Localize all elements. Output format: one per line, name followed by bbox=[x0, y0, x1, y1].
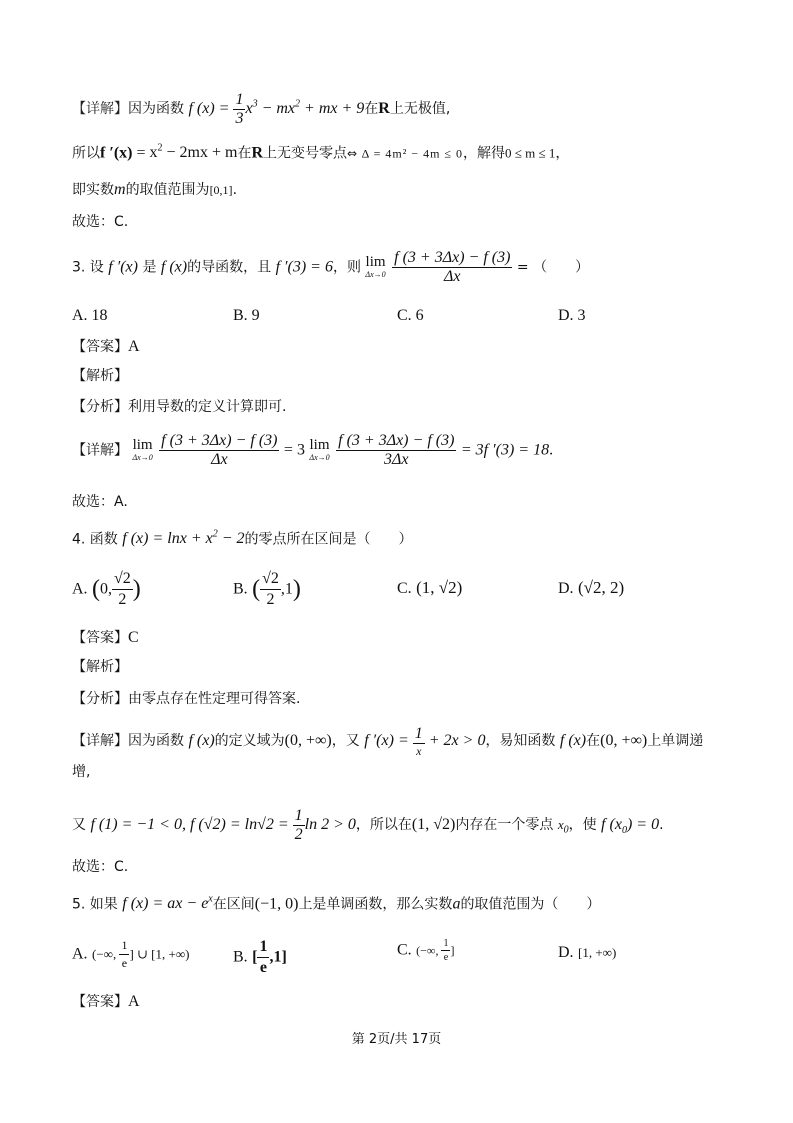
q3-final-answer: 故选：A. bbox=[72, 494, 128, 510]
q4-analysis-tag: 【解析】 bbox=[72, 659, 128, 675]
q4-option-c[interactable]: C. (1, √2) bbox=[397, 578, 463, 597]
q3-analysis-tag: 【解析】 bbox=[72, 368, 128, 384]
q3-option-a[interactable]: A. 18 bbox=[72, 307, 108, 324]
q3-detail: 【详解】 lim Δx→0 $\frac{f (3 + 3\Delta x) - f (3)}{\Delta x}$ = 3 lim Δx→0 $\frac{f (3 + 3\Delta x) - f (3)}{3\Delta x}$ = 3f ′(3) = 18. bbox=[72, 432, 554, 468]
q4-answer: 【答案】C bbox=[72, 629, 139, 646]
q3-fenxi: 【分析】利用导数的定义计算即可. bbox=[72, 399, 287, 415]
q4-option-b[interactable]: B. ( $\frac{√2}{2}$ ,1) bbox=[233, 570, 301, 608]
q5-option-b[interactable]: B. [ $\frac{1}{e}$ ,1] bbox=[233, 938, 287, 976]
q4-option-d[interactable]: D. (√2, 2) bbox=[558, 578, 625, 597]
q5-answer: 【答案】A bbox=[72, 993, 140, 1010]
q3-answer: 【答案】A bbox=[72, 338, 140, 355]
q4-detail-line1: 【详解】因为函数 f (x)的定义域为(0, +∞)，又 f ′(x) = $\frac{1}{x}$ + 2x > 0，易知函数 f (x)在(0, +∞)上单调递 bbox=[72, 725, 704, 758]
derivative-expr: f $'(x) = x^2 - 2mx + m$ bbox=[100, 143, 238, 162]
q2-final-answer: 故选：C. bbox=[72, 214, 129, 230]
q4-stem: 4. 函数 f $(x) = \ln x + x^2 - 2$的零点所在区间是（ ） bbox=[72, 529, 413, 548]
q3-option-c[interactable]: C. 6 bbox=[397, 307, 424, 324]
q3-option-d[interactable]: D. 3 bbox=[558, 307, 586, 324]
q2-detail-line3: 即实数m的取值范围为[0,1]. bbox=[72, 181, 238, 198]
q5-stem: 5. 如果 f (x) = ax − $e^x$在区间(−1, 0)上是单调函数，那么实数a的取值范围为（ ） bbox=[72, 894, 601, 913]
q3-stem: 3. 设 f ′(x) 是 f (x)的导函数，且 f ′(3) = 6，则 lim Δx→0 $\frac{f (3 + 3\Delta x) - f (3)}{\Delta x}$ = （ ） bbox=[72, 249, 590, 285]
q4-option-a[interactable]: A. (0, $\frac{√2}{2}$ ) bbox=[72, 570, 141, 608]
detail-tag: 【详解】 bbox=[72, 101, 128, 118]
discriminant: Δ = 4m² − 4m ≤ 0 bbox=[361, 146, 464, 161]
q3-option-b[interactable]: B. 9 bbox=[233, 307, 260, 324]
q5-option-a[interactable]: A. (−∞, $\frac{1}{e}$ ] ∪ [1, +∞) bbox=[72, 938, 190, 970]
q2-detail-line1: 【详解】因为函数 f (x) = $\frac{1}{3}$ $x^3 - mx^2$ + mx + 9在R上无极值, bbox=[72, 91, 451, 127]
q4-fenxi: 【分析】由零点存在性定理可得答案. bbox=[72, 691, 301, 707]
page-footer: 第 2页/共 17页 bbox=[351, 1032, 442, 1047]
q4-detail-line3: 又 f (1) = −1 < 0, f (√2) = ln√2 = $\frac{1}{2}$ ln 2 > 0，所以在(1, √2)内存在一个零点 $x_0$，使 f $(x_0) = 0$. bbox=[72, 807, 664, 843]
q5-option-d[interactable]: D. [1, +∞) bbox=[558, 944, 617, 961]
q4-detail-line2: 增, bbox=[72, 764, 91, 780]
q5-option-c[interactable]: C. (−∞, $\frac{1}{e}$ ] bbox=[397, 938, 455, 963]
q2-detail-line2: 所以f $'(x) = x^2 - 2mx + m$在R上无变号零点⇔ Δ = 4m² − 4m ≤ 0，解得0 ≤ m ≤ 1， bbox=[72, 143, 570, 162]
function-expr: f (x) = $\frac{1}{3}$ $x^3 - mx^2$ + mx + 9 bbox=[188, 91, 365, 127]
q4-final-answer: 故选：C. bbox=[72, 859, 129, 875]
